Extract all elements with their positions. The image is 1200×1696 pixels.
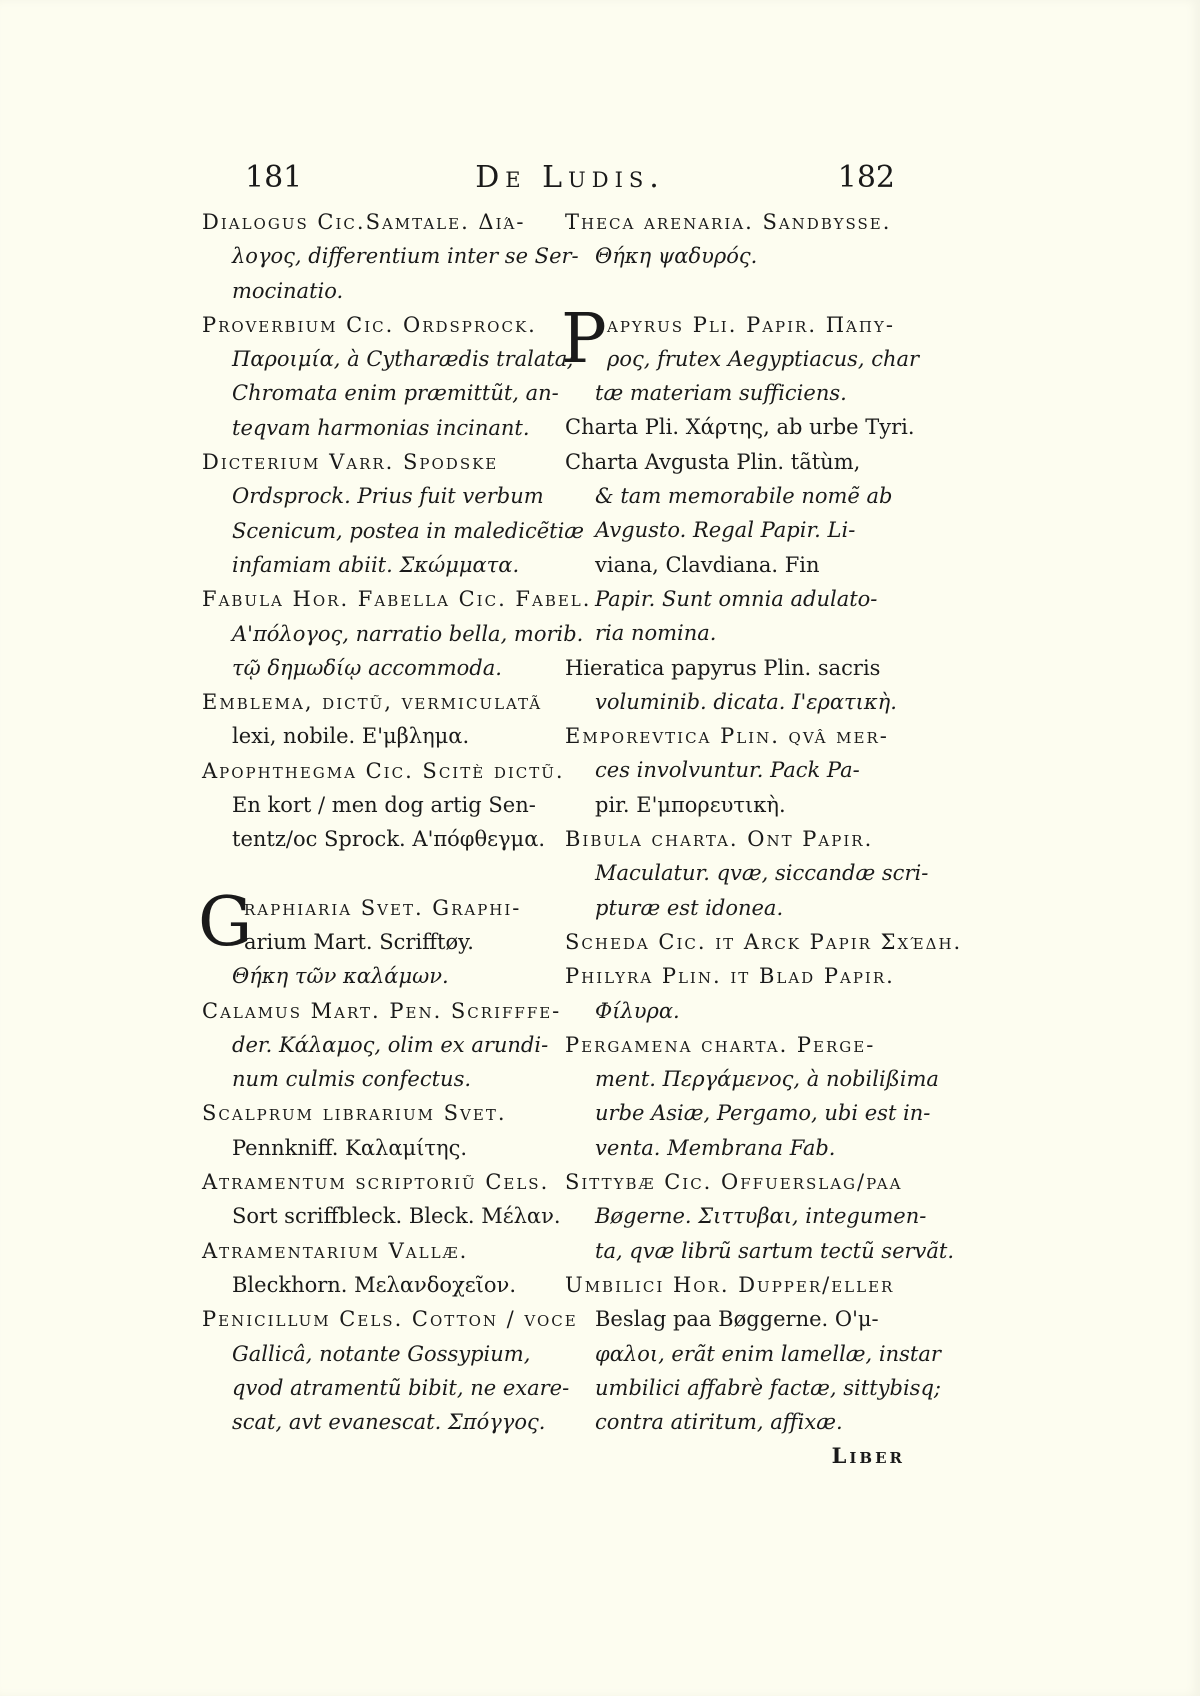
entry-line: Philyra Plin. it Blad Papir. xyxy=(565,964,895,989)
entry-line: viana, Clavdiana. Fin xyxy=(595,552,820,577)
entry-line: Α'πόλογος, narratio bella, morib. xyxy=(232,621,584,646)
entry-line: Φίλυρα. xyxy=(595,998,680,1023)
entry-line: Dicterium Varr. Spodske xyxy=(202,450,499,475)
entry-line: Θήκη τῶν καλάμων. xyxy=(232,964,449,989)
entry-line: Scenicum, postea in maledicẽtiæ xyxy=(232,518,585,543)
running-title: De Ludis. xyxy=(475,160,665,195)
entry-line: num culmis confectus. xyxy=(232,1067,472,1092)
entry-line: Charta Pli. Χάρτης, ab urbe Tyri. xyxy=(565,415,915,440)
entry-line: Bibula charta. Ont Papir. xyxy=(565,827,874,852)
entry-line: φαλοι, erãt enim lamellæ, instar xyxy=(595,1341,941,1366)
entry-line: Atramentum scriptoriũ Cels. xyxy=(202,1170,550,1195)
entry-line: Hieratica papyrus Plin. sacris xyxy=(565,655,881,680)
entry-text: raphiaria Svet. Graphi- xyxy=(244,895,522,920)
entry-line: Charta Avgusta Plin. tãtùm, xyxy=(565,449,861,474)
entry-line: voluminib. dicata. Ι'ερατικὴ. xyxy=(595,689,897,714)
entry-line: venta. Membrana Fab. xyxy=(595,1135,836,1160)
entry-line: tæ materiam sufficiens. xyxy=(595,381,847,406)
entry-line: ment. Περγάμενος, à nobilißima xyxy=(595,1067,939,1092)
entry-line: Gallicâ, notante Gossypium, xyxy=(232,1341,531,1366)
entry-line: Maculatur. qvæ, siccandæ scri- xyxy=(595,861,929,886)
entry-line: lexi, nobile. Ε'μβλημα. xyxy=(232,724,470,749)
drop-capital: G xyxy=(198,882,253,962)
entry-line: Παροιμία, à Cytharædis tralata; xyxy=(232,347,575,372)
entry-line: Chromata enim præmittũt, an- xyxy=(232,381,559,406)
entry-line: Penicillum Cels. Cotton / voce xyxy=(202,1307,578,1332)
page-number-right: 182 xyxy=(837,160,895,195)
entry-line: mocinatio. xyxy=(232,278,344,303)
entry-line: der. Κάλαμος, olim ex arundi- xyxy=(232,1032,549,1057)
entry-line: contra atiritum, affixæ. xyxy=(595,1410,843,1435)
entry-line: umbilici affabrè factæ, sittybisq; xyxy=(595,1375,941,1400)
catchword: Liber xyxy=(831,1443,905,1469)
entry-line: qvod atramentũ bibit, ne exare- xyxy=(232,1375,570,1400)
section-gap xyxy=(565,274,905,308)
entry-line: λογος, differentium inter se Ser- xyxy=(232,244,579,269)
entry-line: Theca arenaria. Sandbysse. xyxy=(565,210,892,234)
entry-line: Scheda Cic. it Arck Papir Σχέδη. xyxy=(565,929,963,954)
entry-line: Θήκη ψαδυρός. xyxy=(595,244,758,269)
entry-line: ρος, frutex Aegyptiacus, char xyxy=(607,346,920,371)
entry-line: Avgusto. Regal Papir. Li- xyxy=(595,518,856,543)
entry-line: Papir. Sunt omnia adulato- xyxy=(595,586,878,611)
page-number-left: 181 xyxy=(245,160,303,195)
entry-line: Beslag paa Bøggerne. Ο'μ- xyxy=(595,1307,879,1332)
entry-line: Pennkniff. Καλαμίτης. xyxy=(232,1135,468,1160)
entry-line: τῷ δημωδίῳ accommoda. xyxy=(232,655,502,680)
entry-line: Proverbium Cic. Ordsprock. xyxy=(202,312,537,337)
entry-line: & tam memorabile nomẽ ab xyxy=(595,484,893,509)
entry-line: Apophthegma Cic. Scitè dictũ. xyxy=(202,758,565,783)
entry-line: Atramentarium Vallæ. xyxy=(202,1238,469,1263)
left-column xyxy=(198,205,592,1439)
section-gap xyxy=(202,857,542,891)
running-header xyxy=(245,160,895,200)
entry-line: En kort / men dog artig Sen- xyxy=(232,793,536,818)
entry-line: ces involvuntur. Pack Pa- xyxy=(595,758,860,783)
entry-line: ta, qvæ librũ sartum tectũ servãt. xyxy=(595,1238,955,1263)
entry-line: Bleckhorn. Μελανδοχεῖον. xyxy=(232,1272,516,1297)
entry-line: Calamus Mart. Pen. Scrifffe- xyxy=(202,998,562,1023)
entry-line: Scalprum librarium Svet. xyxy=(202,1101,507,1126)
entry-line: Fabula Hor. Fabella Cic. Fabel. xyxy=(202,587,592,612)
entry-line: pir. Ε'μπορευτικὴ. xyxy=(595,792,786,817)
entry-text: apyrus Pli. Papir. Πάπυ- xyxy=(607,312,895,337)
entry-line: arium Mart. Scrifftøy. xyxy=(244,929,474,954)
entry-line: urbe Asiæ, Pergamo, ubi est in- xyxy=(595,1101,931,1126)
entry-line: ria nomina. xyxy=(595,621,717,646)
entry-line: Sittybæ Cic. Offuerslag/paa xyxy=(565,1170,903,1195)
entry-line: Bøgerne. Σιττυβαι, integumen- xyxy=(595,1204,927,1229)
entry-line: Dialogus Cic.Samtale. Διά- xyxy=(202,210,526,234)
entry-line: Umbilici Hor. Dupper/eller xyxy=(565,1272,895,1297)
entry-line: Ordsprock. Prius fuit verbum xyxy=(232,484,544,509)
drop-capital: P xyxy=(561,299,607,379)
entry-line: Sort scriffbleck. Bleck. Μέλαν. xyxy=(232,1204,561,1229)
entry-line: pturæ est idonea. xyxy=(595,895,784,920)
right-column xyxy=(561,205,963,1474)
entry-line: tentz/oc Sprock. Α'πόφθεγμα. xyxy=(232,827,546,852)
entry-line: scat, avt evanescat. Σπόγγος. xyxy=(232,1410,546,1435)
entry-line: Emblema, dictũ, vermiculatã xyxy=(202,690,543,715)
entry-line: Emporevtica Plin. qvâ mer- xyxy=(565,724,889,749)
entry-line: teqvam harmonias incinant. xyxy=(232,415,530,440)
entry-line: Pergamena charta. Perge- xyxy=(565,1032,876,1057)
entry-line: infamiam abiit. Σκώμματα. xyxy=(232,552,520,577)
